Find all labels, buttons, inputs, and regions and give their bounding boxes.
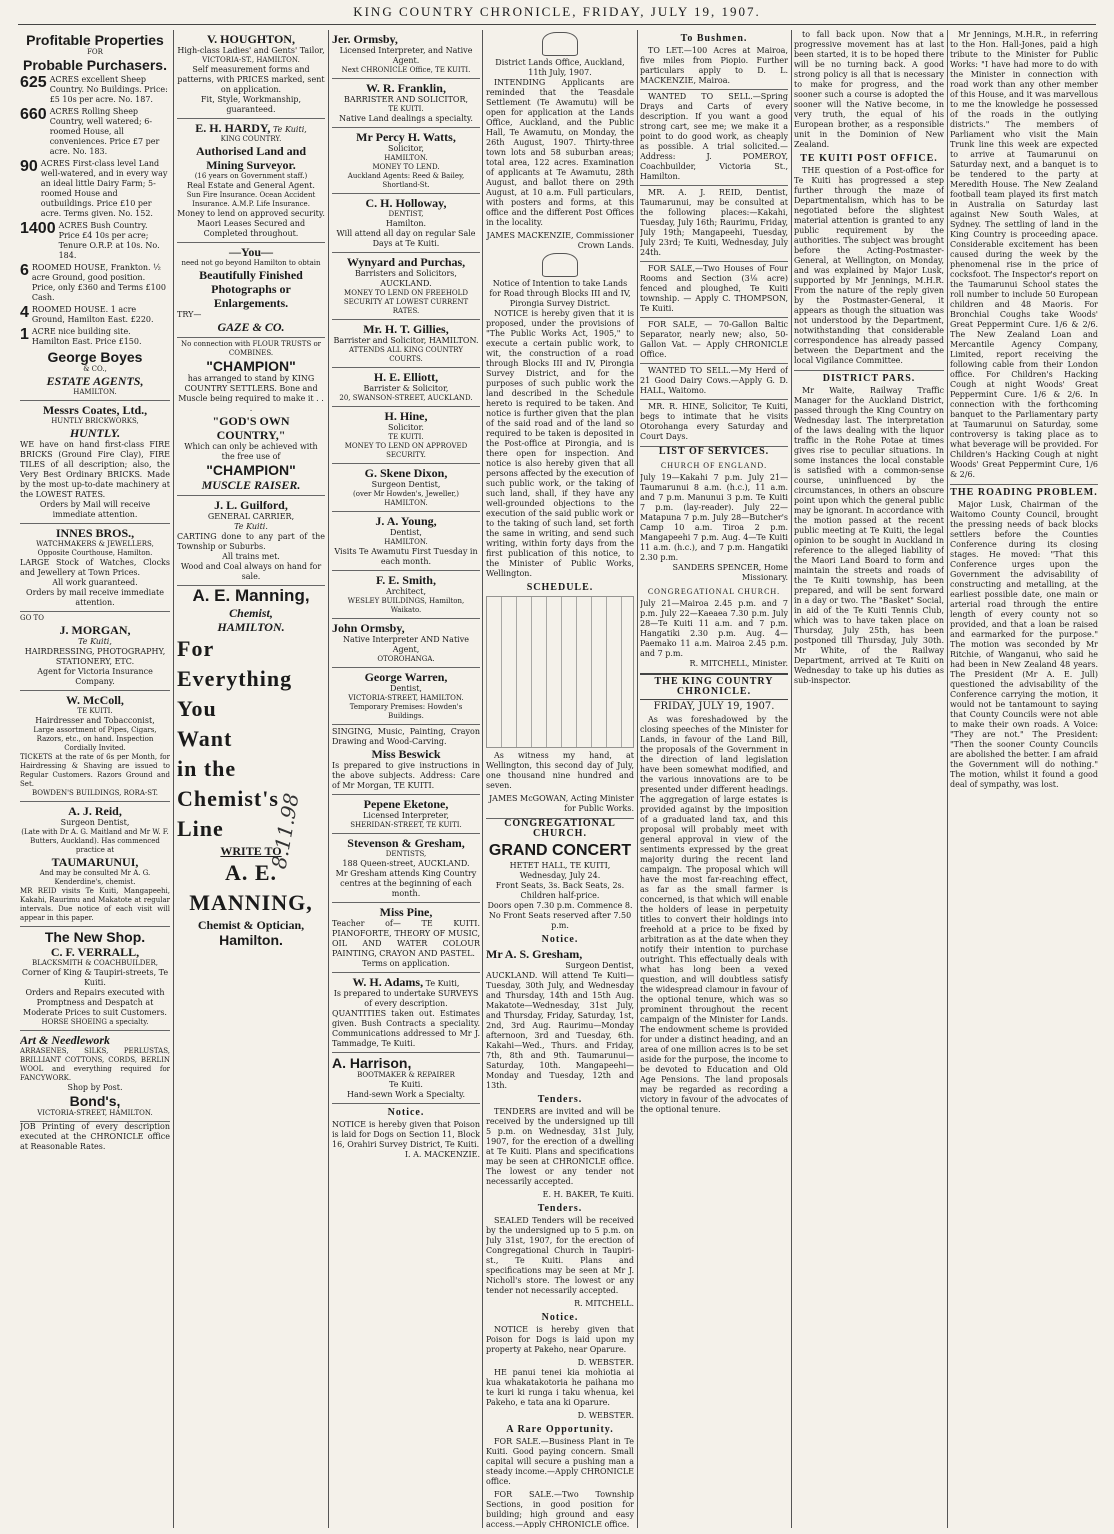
column-5 (640, 30, 788, 1528)
notice-body: SEALED Tenders will be received by the undersigned up to 5 p.m. on July 31st, 1907, for the erection of Congregational Church in Taupiri-st., Te Kuiti. Plans and specifications may be seen at Mr J. Nicholl's store. The lowest or any tender not necessarily accepted. (486, 1216, 634, 1295)
ad-body: MR REID visits Te Kuiti, Mangapeehi, Kakahi, Raurimu and Makatote at regular intervals. Due notice of each visit will appear in this paper. (20, 887, 170, 922)
notice-poison (332, 1108, 480, 1160)
advertiser-trade: Chemist, (229, 606, 273, 620)
section-subheading: CHURCH OF ENGLAND. (660, 461, 768, 470)
ad-note: Native Land dealings a specialty. (339, 114, 473, 123)
masthead-rule (18, 24, 1096, 25)
ad-heading: "CHAMPION" (206, 462, 296, 478)
advertiser-name: GAZE & CO. (217, 320, 285, 334)
column-divider (637, 30, 638, 1528)
classified-ad: FOR SALE,—Two Houses of Four Rooms and Section (3⅛ acre) fenced and ploughed, Te Kuiti township. — Apply C. THOMPSON, Te Kuiti. (640, 261, 788, 314)
ad-note: MONEY TO LEND ON APPROVED SECURITY. (344, 442, 468, 459)
advertiser-name: C. F. VERRALL, (50, 945, 140, 959)
advertiser-location: HAMILTON. (217, 620, 285, 634)
advertiser-co: & CO., (83, 365, 107, 373)
advertiser-address: VICTORIA-ST., HAMILTON. (202, 56, 300, 64)
advertiser-trade: Surgeon Dentist, (60, 818, 130, 827)
advertiser-trade: Dentist, (390, 528, 422, 537)
advertiser-trade: HUNTLY BRICKWORKS, (51, 417, 139, 425)
service-list: July 19—Kakahi 7 p.m. July 21—Taumarunui 8 a.m. (h.c.), 11 a.m. and 7 p.m. Manunui 3 p.m. Te Kuiti 7 p.m. (lay-reader). July 22—Matapuna 7 p.m. July 28—Butcher's Camp 10 a.m. Tiroa 2 p.m. Mangapeehi 7 p.m. Aug. 4—Te Kuiti 11 a.m. (h.c.), and 7 p.m. Hangatiki 2.30 p.m. (640, 473, 788, 562)
column-1 (20, 30, 170, 1528)
advertiser-name: Jer. Ormsby, (332, 32, 398, 46)
advertiser-trade: Solicitor. (388, 423, 424, 432)
advertiser-name: F. E. Smith, (376, 573, 436, 587)
ad-hine (332, 407, 480, 464)
advertiser-address: SHERIDAN-STREET, TE KUITI. (350, 821, 462, 829)
ad-wynyard (332, 253, 480, 320)
ad-heading: "CHAMPION" (206, 358, 296, 374)
ad-body: has arranged to stand by KING COUNTRY SETTLERS. Bone and Muscle being required to make it . . . (178, 374, 324, 413)
ad-note: Agent for Victoria Insurance Company. (37, 667, 153, 686)
advertiser-address: BOWDEN'S BUILDINGS, RORA-ST. (32, 789, 158, 797)
property-listing (20, 305, 170, 325)
advertiser-name: H. E. Elliott, (373, 370, 439, 384)
advertiser-trade: HAIRDRESSING, PHOTOGRAPHY, STATIONERY, ETC. (24, 647, 166, 666)
ad-gillies (332, 320, 480, 368)
article-body: THE question of a Post-office for Te Kuiti has progressed a step further through the maze of Departmentalism, which has to be negotiated before the slightest material attention is granted to any public requirement by the authorities. The subject was brought before the Acting-Postmaster-General, at Wellington, on Monday, and was explained by Major Lusk, supported by Mr Jennings, M.H.R. From the nature of the reply given by the Postmaster-General, it appears as though the situation was not understood by the Department, notwithstanding that considerable correspondence has already passed between the Department and the local Vigilance Committee. (794, 166, 944, 365)
classified-ad: MR. R. HINE, Solicitor, Te Kuiti, begs to intimate that he visits Otorohanga every Saturday and Court Days. (640, 399, 788, 442)
section-heading: TE KUITI POST OFFICE. (800, 153, 938, 164)
article-body: Mr Jennings, M.H.R., in referring to the Hon. Hall-Jones, paid a high tribute to the Minister for Public Works: "I have had more to do with the Minister in connection with road work than any other member of this House, and it was marvellous to me the knowledge he possessed of the roads in the outlying districts." The members of Parliament who visit the Main Trunk line this week are expected to arrive at Taumarunui on Saturday next, and a banquet is to be tendered to the party at Meredith House. The New Zealand football team played its first match in Australia on Saturday last against New South Wales, at Sydney. The settling of land in the King Country is proceeding apace. Considerable excitement has been caused during the week by the phenomenal rise in the price of cocksfoot. The Inspector's report on the Taumarunui School states the roll number to include 50 European children and 48 Maoris. For Bronchial Coughs take Woods' Great Peppermint Cure. 1/6 & 2/6. The New Zealand Loan and Mercantile Agency Company, Limited, report receiving the following cable from their London office. For Children's Hacking Cough at night Woods' Great Peppermint Cure. 1/6 & 2/6. In connection with the forthcoming banquet to the Parliamentary party at Taumarunui on Saturday, some controversy is taking place as to what beverage will be provided. For Children's Hacking Cough at night Woods' Great Peppermint Cure, 1/6 & 2/6. (950, 30, 1098, 479)
paper-title: THE KING COUNTRY CHRONICLE. (640, 673, 788, 700)
ad-reid (20, 802, 170, 927)
notice-signature: SANDERS SPENCER, Home Missionary. (672, 563, 788, 582)
ad-body: WE have on hand first-class FIRE BRICKS (Ground Fire Clay), FIRE TILES of all description; also, the Very Best Ordinary BRICKS. Made by the most up-to-date machinery at the LOWEST RATES. (20, 440, 170, 499)
advertiser-name: Stevenson & Gresham, (347, 836, 465, 850)
ad-verrall (20, 927, 170, 1031)
advertiser-name: W. McColl, (66, 693, 124, 707)
notice-body: NOTICE is hereby given that Poison is laid for Dogs on Section 11, Block 16, Orahiri Survey District, Te Kuiti. (332, 1120, 480, 1149)
advertiser-name: V. HOUGHTON, (207, 32, 295, 46)
advertiser-name: Mr Percy H. Watts, (356, 130, 456, 144)
section-heading: LIST OF SERVICES. (640, 446, 788, 457)
advertiser-address: 20, SWANSON-STREET, AUCKLAND. (339, 394, 473, 402)
classified-ad: FOR SALE, — 70-Gallon Baltic Separator, nearly new; also, 50-Gallon Vat. — Apply CHRONICLE Office. (640, 317, 788, 360)
advertiser-address: Opposite Courthouse, Hamilton. (37, 549, 153, 557)
coat-of-arms-icon (542, 32, 578, 56)
ad-slogan: Want (177, 726, 233, 751)
property-number: 1400 (20, 220, 56, 237)
ad-heading: The New Shop. (44, 929, 146, 945)
ad-note: Terms on application. (362, 959, 450, 968)
classified-ad: WANTED TO SELL.—My Herd of 21 Good Dairy Cows.—Apply G. D. HALL, Waitomo. (640, 363, 788, 396)
ad-note: Temporary Premises: Howden's Buildings. (349, 703, 463, 720)
ad-champion (177, 338, 325, 496)
ad-body: Is prepared to give instructions in the above subjects. Address: Care of Mr Morgan, TE KUITI. (332, 761, 480, 790)
advertiser-name: Miss Beswick (371, 747, 441, 761)
notice-heading: Notice. (541, 934, 579, 945)
ad-slogan: For (177, 636, 215, 661)
column-divider (791, 30, 792, 1528)
notice-signature: R. MITCHELL. (574, 1299, 634, 1308)
advertiser-trade: BOOTMAKER & REPAIRER (357, 1071, 455, 1079)
advertiser-name: Bond's, (69, 1093, 121, 1109)
ad-hardy (177, 119, 325, 243)
ad-note: Maori Leases Secured and Completed throughout. (196, 219, 306, 238)
ad-slogan: MANNING, (189, 890, 313, 915)
advertiser-trade: Solicitor, (388, 144, 424, 153)
notice-signature: D. WEBSTER. (577, 1358, 634, 1367)
property-number: 90 (20, 158, 38, 175)
advertiser-location: Te Kuiti. (389, 1080, 423, 1089)
advertiser-location: HAMILTON. (73, 388, 117, 396)
classified-ad: MR. A. J. REID, Dentist, Taumarunui, may be consulted at the following places:—Kakahi, Tuesday, July 16th; Raurimu, Friday, July 19th; Mangapeehi, Tuesday, July 23rd; Te Kuiti, Wednesday, July 24th. (640, 185, 788, 258)
ad-ormsby (332, 30, 480, 79)
office-heading: District Lands Office, Auckland, 11th July, 1907. (495, 58, 625, 77)
masthead: KING COUNTRY CHRONICLE, FRIDAY, JULY 19, 1907. (353, 4, 761, 19)
notice-heading: Tenders. (537, 1094, 583, 1105)
notice-signature: E. H. BAKER, Te Kuiti. (542, 1190, 634, 1199)
advertiser-name: J. MORGAN, (59, 623, 131, 637)
ad-slogan: in the (177, 756, 237, 781)
ad-franklin (332, 79, 480, 128)
section-heading: CONGREGATIONAL CHURCH. (486, 818, 634, 839)
property-number: 4 (20, 304, 29, 321)
ad-slogan: Chemist's (177, 786, 279, 811)
property-number: 660 (20, 106, 47, 123)
advertiser-name: E. H. HARDY, (195, 121, 271, 135)
notice-body: FOR SALE.—Business Plant in Te Kuiti. Good paying concern. Small capital will secure a pushing man a steady income.—Apply CHRONICLE office. (486, 1437, 634, 1486)
ad-heading: MUSCLE RAISER. (201, 478, 301, 492)
advertiser-name: Mr A. S. Gresham, (486, 947, 583, 961)
property-text: ACRES excellent Sheep Country. No Buildings. Price: £5 10s per acre. No. 187. (49, 75, 168, 104)
ad-body: Visits Te Awamutu First Tuesday in each month. (334, 547, 478, 566)
advertiser-location: Hamilton. (385, 219, 427, 228)
notice-heading: A Rare Opportunity. (506, 1424, 614, 1435)
column-divider (173, 30, 174, 1528)
advertiser-name: Wynyard and Purchas, (346, 255, 466, 269)
advertiser-trade: Dentist, (390, 684, 422, 693)
notice-heading: Tenders. (537, 1203, 583, 1214)
ad-note: All work guaranteed. (52, 578, 138, 587)
advertiser-location: Te Kuiti, (78, 637, 112, 646)
classified-ad: WANTED TO SELL.—Spring Drays and Carts of every description. If you want a good strong cart, see me; we make it a point to do good work, as cheaply as possible. A trial solicited.—Address: J. POMEROY, Coachbuilder, Victoria St., Hamilton. (640, 89, 788, 182)
advertiser-address: 188 Queen-street, AUCKLAND. (342, 859, 470, 868)
ad-note: Orders by Mail will receive immediate attention. (39, 500, 151, 519)
ad-adams (332, 973, 480, 1053)
ad-young (332, 512, 480, 571)
paper-date: FRIDAY, JULY 19, 1907. (653, 701, 775, 712)
advertiser-trade: BARRISTER AND SOLICITOR, (343, 95, 469, 104)
advertiser-trade: Authorised Land and Mining Surveyor. (195, 144, 307, 172)
ad-john-ormsby (332, 619, 480, 668)
notice-body: INTENDING Applicants are reminded that the Teasdale Settlement (Te Awamutu) will be open for application at the Lands Office, Auckland, and the Public Hall, Te Awamutu, on Monday, the 26th August, 1907. Thirty-three town lots and 58 suburban areas; total area, 122 acres. Examination of applicants at Te Awamutu, 28th August, and ballot there on 29th August, at 10 a.m. Full particulars, with posters and forms, at this office and the different Post Offices in the locality. (486, 78, 634, 227)
ad-dixon (332, 464, 480, 512)
advertiser-location: OTOROHANGA. (377, 655, 435, 663)
ad-holloway (332, 194, 480, 253)
advertiser-trade: Licensed Interpreter, and Native Agent. (339, 46, 473, 65)
notice-body: FOR SALE.—Two Township Sections, in good position for building; high ground and easy access.—Apply CHRONICLE office. (486, 1490, 634, 1528)
notice-heading: To Bushmen. (680, 33, 748, 44)
advertiser-trade: Chemist & Optician, (197, 918, 305, 932)
property-listing (20, 263, 170, 303)
ad-beswick (332, 725, 480, 795)
advertiser-name: A. J. Reid, (68, 804, 122, 818)
ad-body: CARTING done to any part of the Township or Suburbs. (177, 532, 325, 551)
column-2 (177, 30, 325, 1528)
notice-signature: R. MITCHELL, Minister. (689, 659, 788, 668)
advertiser-location: TE KUITI. (77, 707, 113, 715)
ad-note: Shop by Post. (67, 1083, 123, 1092)
ad-for: FOR (87, 48, 103, 56)
ad-body: LARGE Stock of Watches, Clocks and Jewellery at Town Prices. (20, 558, 170, 577)
ad-manning (177, 586, 325, 948)
column-7 (950, 30, 1098, 1528)
column-divider (482, 30, 483, 1528)
advertiser-trade: Architect, (386, 587, 426, 596)
property-number: 625 (20, 74, 47, 91)
advertiser-address: (over Mr Howden's, Jeweller,) HAMILTON. (353, 490, 459, 507)
column-3 (332, 30, 480, 1528)
advertiser-name: J. A. Young, (375, 514, 437, 528)
ad-body: TICKETS at the rate of 6s per Month, for Hairdressing & Shaving are issued to Regular Customers. Razors Ground and Set. (20, 753, 170, 788)
advertiser-trade: DENTISTS, (385, 850, 427, 858)
property-listing (20, 159, 170, 219)
advertiser-trade: Surgeon Dentist, (371, 480, 441, 489)
property-listing (20, 75, 170, 105)
notice-body: TENDERS are invited and will be received by the undersigned up till 5 p.m. on Wednesday, 31st July, 1907, for the erection of a dwelling at Te Kuiti. Plans and specifications may be seen at CHRONICLE office. The lowest or any tender not necessarily accepted. (486, 1107, 634, 1186)
section-heading: DISTRICT PARS. (794, 370, 944, 384)
ad-body: Which can only be achieved with the free use of (184, 442, 318, 461)
advertiser-address: Next CHRONICLE Office, TE KUITI. (341, 66, 471, 74)
ad-body: (Late with Dr A. G. Maitland and Mr W. F. Butters, Auckland). Has commenced practice at (21, 828, 169, 854)
ad-body: Large assortment of Pipes, Cigars, Razors, etc., on hand. Inspection Cordially Invited. (33, 726, 157, 752)
property-listing (20, 327, 170, 347)
ad-body: Is prepared to undertake SURVEYS of every description. (333, 989, 479, 1008)
advertiser-name: C. H. Holloway, (365, 196, 447, 210)
ad-slogan: Line (177, 816, 224, 841)
advertiser-location: TE KUITI. (388, 433, 424, 441)
advertiser-name: Pepene Eketone, (363, 797, 449, 811)
advertiser-trade: Barrister & Solicitor, (363, 384, 449, 393)
advertiser-address: WESLEY BUILDINGS, Hamilton, Waikato. (347, 597, 465, 614)
advertiser-name: W. R. Franklin, (366, 81, 446, 95)
ad-slogan: Everything (177, 666, 293, 691)
ad-pine (332, 903, 480, 973)
property-text: ACRES Rolling Sheep Country, well watered; 6-roomed House, all conveniences. Price £7 per acre. No. 183. (49, 107, 160, 156)
editorial-body: As was foreshadowed by the closing speeches of the Minister for Lands, in favour of the Land Bill, the proposals of the Government in the direction of land legislation have been somewhat modified, and the various innovations are to be presented under different headings. The aggregation of large estates is provided against by the imposition of a graduated land tax, and this proposal will probably meet with general approval in view of the sentiments expressed by the great majority during the recent land campaign. The proposal which will have the most far-reaching effect, as far as the small farmer is concerned, is that which will enable the holders of lease in perpetuity titles to convert their holdings into freehold at a price to be fixed by arbitration as at the date when they notify their intention to purchase outright. This effectually deals with what has long been a vexed question, and will doubtless satisfy the widespread clamour in favour of the optional tenure, which was so prominent throughout the recent campaign of the Minister for Lands. The endowment scheme is provided for under a distinct heading, and an area of one million acres is to be set aside for the purpose, the income to be devoted to Education and Old Age Pensions. The land proposals may be regarded as recording a victory in favour of the advocates of the optional tenure. (640, 715, 788, 1114)
ad-title: Probable Purchasers. (23, 57, 167, 73)
advertiser-region: KING COUNTRY. (220, 135, 282, 143)
advertiser-name: John Ormsby, (332, 621, 405, 635)
property-listing (20, 221, 170, 261)
ad-note: Real Estate and General Agent. (187, 181, 315, 190)
advertiser-trade: Native Interpreter AND Native Agent, (343, 635, 469, 654)
ad-body: Mr Gresham attends King Country centres at the beginning of each month. (335, 869, 477, 898)
article-body: Major Lusk, Chairman of the Waitomo County Council, brought the pressing needs of back blocks settlers before the Counties Conference during its closing stages. He moved: "That this Conference urges upon the Government the advisability of constructing and metalling, at the earliest possible date, one main or arterial road through the entire length of every county not so provided, and that a loan be raised and earmarked for the purpose." The motion was seconded by Mr Ritchie, of Wanganui, who said he had been in New Zealand 48 years. The President (Mr A. E. Jull) questioned the advisability of the Conference carrying the motion, it would not be tantamount to saying that County Councils were not able to make their own roads. A Voice: "They are not." The President: "Then the sooner County Councils are abolished the better. I am afraid the Government will do nothing." The motion, whilst it found a good deal of sympathy, was lost. (950, 500, 1098, 789)
ad-stevenson-gresham (332, 834, 480, 903)
advertiser-location: HUNTLY. (69, 426, 121, 440)
ad-body: Teacher of— TE KUITI. PIANOFORTE, THEORY OF MUSIC, OIL AND WATER COLOUR PAINTING, CRAYON AND PASTEL. (332, 919, 480, 958)
advertiser-trade: Barristers and Solicitors, AUCKLAND. (355, 269, 457, 288)
advertiser-trade: GENERAL CARRIER, (207, 512, 295, 521)
notice-heading: Notice. (387, 1107, 425, 1118)
schedule-table (486, 596, 634, 748)
advertiser-trade: WATCHMAKERS & JEWELLERS, (36, 540, 154, 548)
advertiser-trade: ESTATE AGENTS, (46, 374, 144, 388)
ad-heading: —You— (228, 245, 273, 259)
ad-body: Self measurement forms and patterns, with PRICES marked, sent on application. (177, 65, 325, 94)
property-text: ACRE nice building site. Hamilton East. Price £150. (31, 327, 142, 346)
ad-houghton (177, 30, 325, 119)
schedule-heading: SCHEDULE. (526, 582, 594, 593)
advertiser-location: Hamilton. (219, 932, 283, 948)
event-venue: HETET HALL, TE KUITI, Wednesday, July 24. (509, 861, 611, 880)
ad-body: QUANTITIES taken out. Estimates given. Bush Contracts a speciality. Communications addressed to Mr J. Tammadge, Te Kuiti. (332, 1009, 480, 1048)
event-title: GRAND CONCERT (488, 842, 632, 859)
ad-body: Will attend all day on regular Sale Days at Te Kuiti. (336, 229, 476, 248)
advertiser-name: W. H. Adams, (352, 975, 424, 989)
advertiser-name: Mr. H. T. Gillies, (363, 322, 449, 336)
ad-profitable-properties (20, 30, 170, 401)
column-divider (328, 30, 329, 1528)
ad-note: Auckland Agents: Reed & Bailey, Shortland-St. (347, 172, 465, 189)
notice-body: As witness my hand, at Wellington, this second day of July, one thousand nine hundred and seven. (486, 751, 634, 790)
advertiser-trade: Surgeon Dentist, (565, 961, 634, 970)
advertiser-trade: Licensed Interpreter, (363, 811, 449, 820)
advertiser-location: TE KUITI. (388, 105, 424, 113)
ad-note: No connection with FLOUR TRUSTS or COMBINES. (180, 340, 322, 357)
property-number: 1 (20, 326, 29, 343)
advertiser-trade: Hairdresser and Tobacconist, (35, 716, 155, 725)
ad-body: need not go beyond Hamilton to obtain (181, 259, 321, 267)
notice-heading: Notice. (541, 1312, 579, 1323)
ad-note: Fit, Style, Workmanship, guaranteed. (200, 95, 302, 114)
property-text: ACRES First-class level Land well-watered, and in every way an ideal little Dairy Farm; 5-roomed House and outbuildings. Price £10 per acre. Terms given. No. 152. (40, 159, 168, 218)
advertiser-trade: High-class Ladies' and Gents' Tailor, (177, 46, 325, 55)
advertiser-name: Miss Pine, (379, 905, 433, 919)
column-divider (947, 30, 948, 1528)
ad-note: (16 years on Government staff.) (194, 172, 308, 180)
ad-bonds (20, 1031, 170, 1122)
advertiser-location: HAMILTON. (384, 154, 428, 162)
ad-heading: Art & Needlework (20, 1033, 110, 1047)
ad-note: HORSE SHOEING a specialty. (41, 1018, 149, 1026)
advertiser-location: Te Kuiti, (272, 125, 307, 134)
ad-title: Profitable Properties (26, 32, 164, 48)
advertiser-trade: BLACKSMITH & COACHBUILDER, (32, 959, 158, 967)
ad-morgan (20, 612, 170, 691)
ad-note: Orders by mail receive immediate attention. (26, 588, 164, 607)
advertiser-location: Te Kuiti. (234, 522, 268, 531)
ad-body: ARRASENES, SILKS, PERLUSTAS, BRILLIANT COTTONS, CORDS, BERLIN WOOL and everything required for FANCYWORK. (20, 1047, 170, 1082)
ad-watts (332, 128, 480, 194)
advertiser-name: G. Skene Dixon, (364, 466, 448, 480)
ad-warren (332, 668, 480, 725)
advertiser-name: A. E. Manning, (192, 586, 310, 605)
property-listing (20, 107, 170, 157)
column-6 (794, 30, 944, 1528)
section-heading: THE ROADING PROBLEM. (950, 484, 1098, 498)
ad-slogan: You (177, 696, 217, 721)
event-times: Doors open 7.30 p.m. Commence 8. No Front Seats reserved after 7.50 p.m. (487, 901, 633, 930)
ad-note: Money to lend on approved security. (177, 209, 325, 218)
advertiser-location: Te Kuiti, (425, 979, 460, 988)
notice-signature: D. WEBSTER. (577, 1411, 634, 1420)
advertiser-address: Corner of King & Taupiri-streets, Te Kuiti. (21, 968, 169, 987)
ad-body: Sun Fire Insurance. Ocean Accident Insurance. A.M.P. Life Insurance. (186, 191, 316, 208)
ad-goto: GO TO (20, 614, 44, 622)
advertiser-name: George Boyes (47, 349, 143, 365)
ad-note: All trains met. (222, 552, 280, 561)
advertiser-name: INNES BROS., (55, 526, 135, 540)
advertiser-address: VICTORIA-STREET, HAMILTON. (37, 1109, 153, 1117)
event-prices: Front Seats, 3s. Back Seats, 2s. Children half-price. (495, 881, 625, 900)
advertiser-name: Messrs Coates, Ltd., (42, 403, 148, 417)
notice-signature: I. A. MACKENZIE. (404, 1150, 480, 1159)
ad-note: Hand-sewn Work a Specialty. (346, 1090, 466, 1099)
ad-note: MONEY TO LEND. (372, 163, 440, 171)
notice-body: NOTICE is hereby given that Poison for Dogs is laid upon my property at Pakeho, near Oparure. (486, 1325, 634, 1354)
coat-of-arms-icon (542, 253, 578, 277)
ad-body: Orders and Repairs executed with Promptness and Despatch at Moderate Prices to suit Customers. (23, 988, 167, 1017)
ad-body: Beautifully Finished Photographs or Enlargements. (199, 268, 303, 310)
ad-note: ATTENDS ALL KING COUNTRY COURTS. (349, 346, 463, 363)
advertiser-trade: DENTIST, (388, 210, 424, 218)
property-text: ROOMED HOUSE. 1 acre Ground, Hamilton East. £220. (31, 305, 154, 324)
article-body: Mr Waite, Railway Traffic Manager for the Auckland District, passed through the King Country on Wednesday last. The interpretation of the laws dealing with the liquor traffic in the Rohe Potae at times gives rise to peculiar situations. In some instances the local constable is satisfied with a common-sense course, uninfluenced by the circumstances, in others an obscure point upon which the general public may be ignorant. In accordance with the motion passed at the recent public meeting at Te Kuiti, the legal opinion to be sought in Auckland in reference to the alleged liability of the Maori Land Board to form and maintain the streets and roads of the Te Kuiti township, has been prepared, and will be sent forward in a day or two. The "Basket" Social, in aid of the Te Kuiti Tennis Club, which was to have taken place on Thursday, July 25th, has been postponed till Thursday, July 30th. Mr White, of the Railway Department, arrived at Te Kuiti on Wednesday to take up his duties as sub-inspector. (794, 386, 944, 685)
ad-body: And may be consulted Mr A. G. Kenderdine's, chemist. (39, 869, 151, 886)
notice-body: AUCKLAND. Will attend Te Kuiti—Tuesday, 30th July, and Wednesday and Thursday, 14th and 15th Aug. Makatote—Wednesday, 31st July, and Thursday, Friday, Saturday, 1st, 2nd, 3rd Aug. Raurimu—Monday afternoon, 3rd and Tuesday, 6th. Kakahi—Wed., Thurs. and Friday, 7th, 8th and 9th. Taumarunui—Saturday, 10th. Mangapeehi—Monday and Tuesday, 12th and 13th. (486, 971, 634, 1090)
property-text: ROOMED HOUSE, Frankton. ½ acre Ground, good position. Price, only £360 and Terms £100 Cash. (31, 263, 166, 302)
section-subheading: CONGREGATIONAL CHURCH. (647, 587, 781, 596)
ad-gaze (177, 243, 325, 338)
notice-signature: JAMES McGOWAN, Acting Minister for Public Works. (488, 794, 634, 813)
advertiser-location: TAUMARUNUI, (51, 855, 139, 869)
notice-signature: JAMES MACKENZIE, Commissioner Crown Lands. (486, 231, 634, 250)
ad-body: SINGING, Music, Painting, Crayon Drawing and Wood-Carving. (332, 727, 480, 746)
advertiser-address: VICTORIA-STREET, HAMILTON. (348, 694, 464, 702)
ad-guilford (177, 496, 325, 586)
ad-heading: "GOD'S OWN COUNTRY," (212, 414, 290, 442)
advertiser-location: HAMILTON. (384, 538, 428, 546)
ad-smith (332, 571, 480, 619)
ad-eketone (332, 795, 480, 834)
column-4 (486, 30, 634, 1528)
ad-write-to: WRITE TO (220, 844, 282, 858)
notice-body: NOTICE is hereby given that it is proposed, under the provisions of "The Public Works Act, 1905," to execute a certain public work, to wit, the construction of a road through Blocks III and IV, Pirongia Survey District, and for the purposes of such public work the land described in the Schedule hereto is required to be taken. And notice is further given that the plan of the said road and of the land so required to be taken is deposited in the Post-office at Pirongia, and is there open for inspection. And notice is also hereby given that all persons affected by the execution of such public work, or the taking of such land, shall, if they have any well-grounded objections to the execution of the said public work or to the taking of such land, set forth the same in writing, and send such writing, within forty days from the first publication of this notice, to the Minister of Public Works, Wellington. (486, 309, 634, 578)
ad-job-printing: JOB Printing of every description executed at the CHRONICLE office at Reasonable Rates. (20, 1122, 170, 1151)
property-text: ACRES Bush Country. Price £4 10s per acre; Tenure O.R.P. at 10s. No. 184. (58, 221, 160, 260)
ad-coates (20, 401, 170, 524)
ad-innes (20, 524, 170, 612)
notice-heading: Notice of Intention to take Lands for Road through Blocks III and IV, Pirongia Survey District. (489, 279, 631, 308)
service-list: July 21—Mairoa 2.45 p.m. and 7 p.m. July 22—Kaeaea 7.30 p.m. July 28—Te Kuiti 11 a.m. and 7 p.m. Hangatiki 2.30 p.m. Aug. 4—Paemako 11 a.m. Mairoa 2.45 p.m. and 7 p.m. (640, 599, 788, 658)
advertiser-name: J. L. Guilford, (214, 498, 288, 512)
classified-ad: TO LET.—100 Acres at Mairoa, five miles from Piopio. Further particulars apply to D. L. MACKENZIE, Mairoa. (640, 46, 788, 85)
ad-slogan: A. E. (224, 860, 278, 885)
advertiser-name: George Warren, (364, 670, 448, 684)
ad-note: TRY— (177, 310, 202, 319)
handwritten-annotation: 8.11.98 (266, 791, 304, 871)
ad-elliott (332, 368, 480, 407)
ad-harrison (332, 1053, 480, 1104)
ad-note: Wood and Coal always on hand for sale. (180, 562, 322, 581)
notice-body: HE panui tenei kia mohiotia ai kua whakatakotoria he paihana mo te kuri ki runga i taku whenua, kei Pakeho, e tata ana ki Oparure. (486, 1368, 634, 1407)
advertiser-trade: Barrister and Solicitor, HAMILTON. (333, 336, 479, 345)
property-number: 6 (20, 262, 29, 279)
ad-mccoll (20, 691, 170, 802)
advertiser-name: H. Hine, (384, 409, 428, 423)
advertiser-name: A. Harrison, (332, 1055, 412, 1071)
editorial-body: to fall back upon. Now that a progressive movement has at last been started, it is to be hoped there will be no turning back. A good strong policy is all that is necessary to make for progress, and the sooner such a course is adopted the sooner will the Native become, in very truth, the equal of his European brother, as a responsible unit in the Dominion of New Zealand. (794, 30, 944, 149)
ad-body: MONEY TO LEND ON FREEHOLD SECURITY AT LOWEST CURRENT RATES. (343, 289, 469, 315)
